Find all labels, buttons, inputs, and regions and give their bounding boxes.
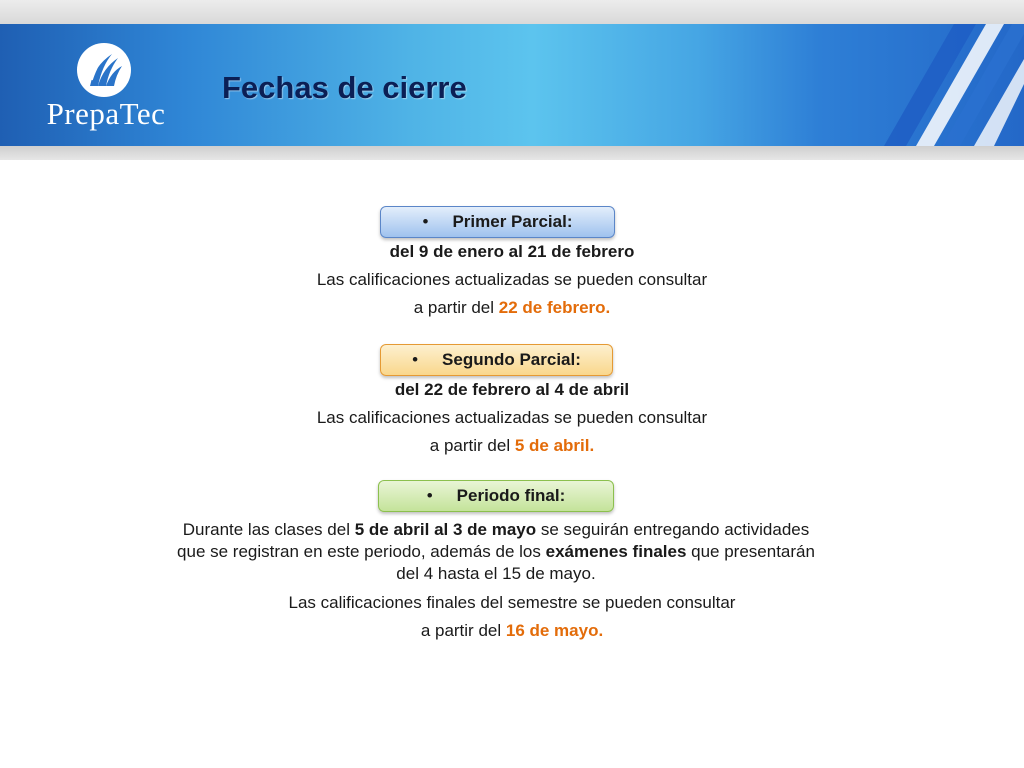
periodo-final-description [176,519,816,585]
text: Durante las clases del [182,520,355,539]
segundo-parcial-label: Segundo Parcial: [442,350,581,369]
text: se seguirán entregando actividades que se registran en este periodo, además de los [177,520,810,561]
consult-prefix: a partir del [429,436,515,455]
periodo-final-note: Las calificaciones finales del semestre se pueden consultar [288,593,736,612]
segundo-parcial-consult [0,435,1024,457]
segundo-parcial-dates: del 22 de febrero al 4 de abril [394,380,630,399]
periodo-final-consult [0,620,1024,642]
segundo-parcial-note: Las calificaciones actualizadas se pueden consultar [316,408,708,427]
consult-prefix: a partir del [413,298,499,317]
text-bold: exámenes finales [545,542,687,561]
periodo-final-badge [378,480,614,512]
consult-date: 22 de febrero. [498,298,611,317]
bullet: • [412,350,419,369]
consult-date: 16 de mayo. [505,621,604,640]
primer-parcial-consult [0,297,1024,319]
primer-parcial-dates: del 9 de enero al 21 de febrero [389,242,635,261]
consult-prefix: a partir del [420,621,506,640]
logo-wordmark: PrepaTec [46,96,166,131]
text: que presentarán del 4 hasta el 15 de mayo. [396,542,815,583]
primer-parcial-label: Primer Parcial: [452,212,573,231]
bullet: • [422,212,429,231]
primer-parcial-note: Las calificaciones actualizadas se pueden consultar [316,270,708,289]
primer-parcial-badge [380,206,615,238]
periodo-final-label: Periodo final: [456,486,566,505]
page-title: Fechas de cierre [222,70,467,105]
segundo-parcial-badge [380,344,613,376]
consult-date: 5 de abril. [514,436,595,455]
text-bold: 5 de abril al 3 de mayo [354,520,537,539]
bullet: • [426,486,433,505]
